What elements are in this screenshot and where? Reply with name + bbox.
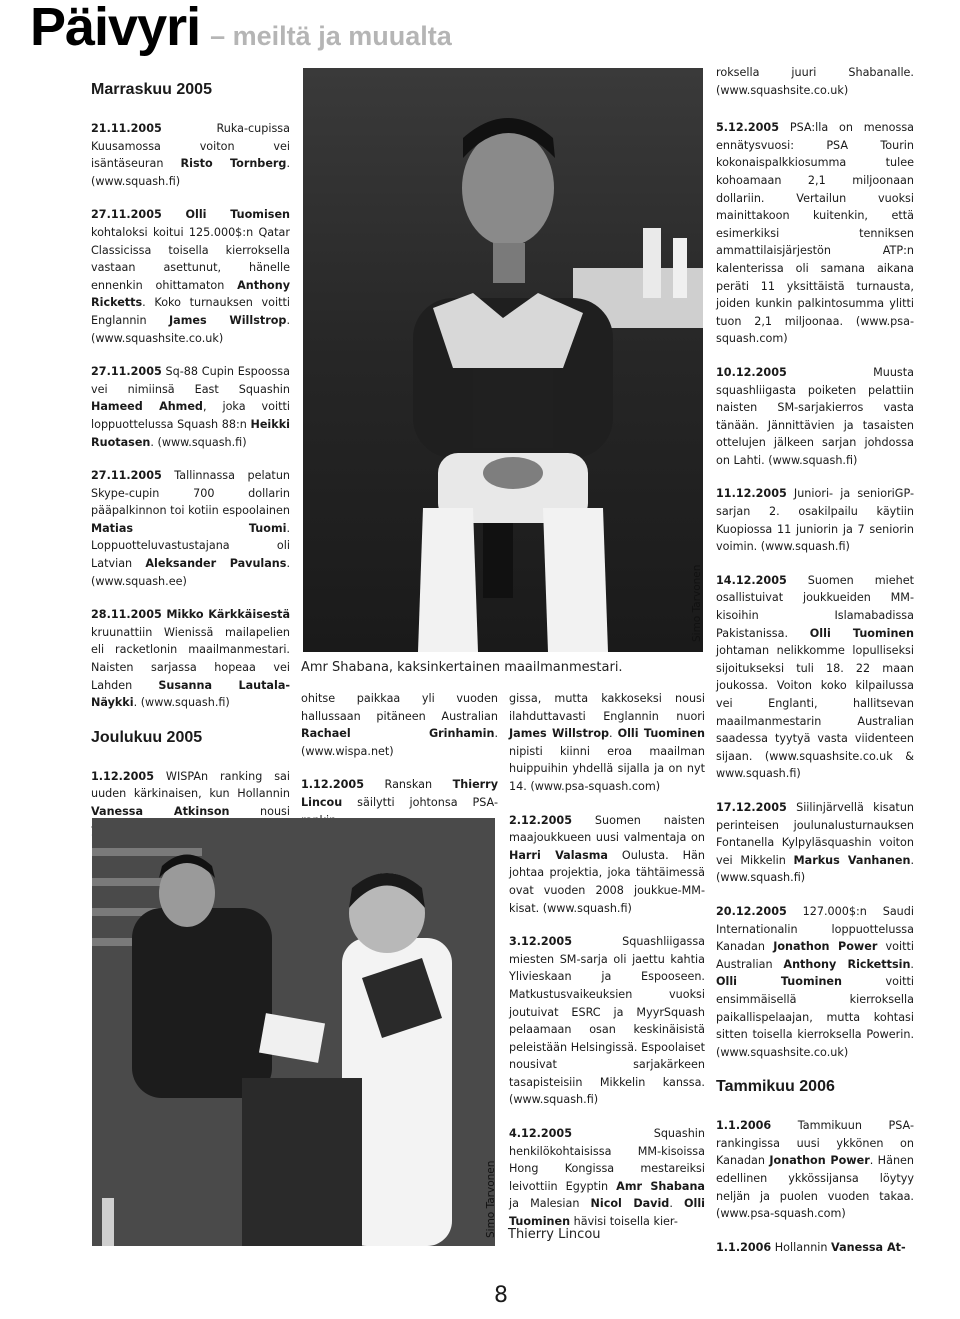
photo-thierry-lincou-illustration [92, 818, 495, 1246]
news-entry: 27.11.2005 Tallinnassa pelatun Skype-cupin 700 dollarin pääpalkinnon toi kotiin espoolainen Matias Tuomi. Loppuotteluvastustajana oli Latvian Aleksander Pavulans. (www.squash.ee) [91, 469, 290, 588]
news-entry: 27.11.2005 Sq-88 Cupin Espoossa vei nimiinsä East Squashin Hameed Ahmed, joka voitti loppuottelussa Squash 88:n Heikki Ruotasen. (www.squash.fi) [91, 365, 291, 449]
month-heading-january: Tammikuu 2006 [716, 1078, 835, 1096]
news-entry: 3.12.2005 Squashliigassa miesten SM-sarja oli jaettu kahtia Ylivieskaan ja Espooseen. Matkustusvaikeuksien vuoksi joutuivat ESRC ja MyyrSquash pelaamaan osan keskinäisistä peleistään Helsingissä. Espoolaiset nousivat sarjakärkeen tasapisteisiin Mikkelin kanssa. (www.squash.fi) [509, 935, 705, 1107]
news-entry: gissa, mutta kakkoseksi nousi ilahduttavasti Englannin nuori James Willstrop. Olli Tuominen nipisti kiinni eroa maailman huippuihin yhdellä sijalla ja on nyt 14. (www.psa-squash.com) [509, 692, 705, 793]
column-3 [716, 64, 914, 1272]
page-title: Päivyri [30, 0, 201, 57]
photo-amr-shabana-illustration [303, 68, 703, 652]
news-entry: 1.1.2006 Hollannin Vanessa At- [716, 1240, 906, 1254]
news-entry: 27.11.2005 Olli Tuomisen kohtaloksi koitui 125.000$:n Qatar Classicissa toisella kierroksella vastaan asettunut, hänelle ennenkin ohittamaton Anthony Ricketts. Koko turnauksen voitti Englannin James Willstrop. (www.squashsite.co.uk) [91, 208, 290, 345]
month-heading-december: Joulukuu 2005 [91, 728, 203, 746]
column-2-right [509, 690, 705, 1247]
news-entry: 1.1.2006 Tammikuun PSA-rankingissa uusi ykkönen on Kanadan Jonathon Power. Hänen edellinen ykkössijansa löytyy neljän ja puolen vuoden takaa. (www.psa-squash.com) [716, 1119, 915, 1221]
news-entry: 21.11.2005 Ruka-cupissa Kuusamossa voiton vei isäntäseuran Risto Tornberg. (www.squash.fi) [91, 122, 290, 188]
photo-amr-shabana [303, 68, 703, 652]
news-entry: ohitse paikkaa yli vuoden hallussaan pitäneen Australian Rachael Grinhamin. (www.wispa.net) [301, 692, 498, 758]
page-number: 8 [494, 1283, 508, 1308]
news-entry: 14.12.2005 Suomen miehet osallistuivat joukkueiden MM-kisoihin Islamabadissa Pakistanissa. Olli Tuominen johtaman nelikkomme lopulliseksi sijoitukseksi tuli 18. 22 maan joukossa. Voiton koko kilpailussa vei Englanti, hallitsevan maailmanmestarin Australian saadessa tyytyä vasta viidenteen sijaan. (www.squashsite.co.uk & www.squash.fi) [716, 573, 914, 781]
photo-caption: Thierry Lincou [508, 1227, 601, 1242]
news-entry: 4.12.2005 Squashin henkilökohtaisissa MM-kisoissa Hong Kongissa mestareiksi leivottiin Egyptin Amr Shabana ja Malesian Nicol David. Olli Tuominen hävisi toisella kier- [509, 1127, 705, 1229]
photo-credit: Simo Tarvonen [691, 564, 703, 642]
page-header [30, 0, 452, 62]
photo-thierry-lincou [92, 818, 495, 1246]
news-entry: 20.12.2005 127.000$:n Saudi Internationalin loppuottelussa Kanadan Jonathon Power voitti Australian Anthony Rickettsin. Olli Tuominen voitti ensimmäisellä kierroksella paikallispelaajan, mutta kohtasi sitten toisella kierroksella Powerin. (www.squashsite.co.uk) [716, 904, 915, 1059]
news-entry: roksella juuri Shabanalle. (www.squashsite.co.uk) [716, 66, 914, 97]
news-entry: 1.12.2005 WISPAn ranking sai uuden kärkinaisen, kun Hollannin Vanessa Atkinson nousi [91, 769, 290, 818]
page-subtitle: – meiltä ja muualta [210, 21, 452, 51]
news-entry: 2.12.2005 Suomen naisten maajoukkueen uusi valmentaja on Harri Valasma Oulusta. Hän johtaa projektia, joka tähtäimessä ovat vuoden 2008 joukkue-MM-kisat. (www.squash.fi) [509, 813, 705, 915]
news-entry: 17.12.2005 Siilinjärvellä kisatun perinteisen joulunalusturnauksen Fontanella Kylpyläsquashin voiton vei Mikkelin Markus Vanhanen. (www.squash.fi) [716, 800, 915, 885]
news-entry: 5.12.2005 PSA:lla on menossa ennätysvuosi: PSA Tourin kokonaispalkkiosumma tulee kohoamaan 2,1 miljoonaan dollariin. Vertailun vuoksi mainittakoon kuitenkin, että esimerkiksi tenniksen ammattilaisjärjestön ATP:n kalenterissa oli samana aikana peräti 11 yksittäistä turnausta, joiden kunkin palkintosumma ylitti tuon 2,1 miljoonaa. (www.psa-squash.com) [716, 121, 914, 346]
photo-caption: Amr Shabana, kaksinkertainen maailmanmestari. [301, 660, 623, 675]
column-1 [91, 80, 290, 854]
news-entry: 1.12.2005 Ranskan Thierry Lincou säilytti johtonsa PSA- [301, 778, 498, 809]
photo-credit: Simo Tarvonen [485, 1160, 497, 1238]
news-entry: 11.12.2005 Juniori- ja senioriGP-sarjan 2. osakilpailu käytiin Kuopiossa 11 juniorin ja 7 seniorin voimin. (www.squash.fi) [716, 487, 914, 554]
news-entry: 10.12.2005 Muusta squashliigasta poiketen pelattiin naisten SM-sarjakierros vasta tänään. Jännittävien ja tasaisten ottelujen jälkeen sarjan johdossa on Lahti. (www.squash.fi) [716, 365, 914, 467]
month-heading-november: Marraskuu 2005 [91, 81, 212, 98]
news-entry: 28.11.2005 Mikko Kärkkäisestä kruunattiin Wienissä mailapelien eli racketlonin maailmanmestari. Naisten sarjassa hopeaa vei Lahden Susanna Lautala-Näykki. (www.squash.fi) [91, 608, 291, 710]
